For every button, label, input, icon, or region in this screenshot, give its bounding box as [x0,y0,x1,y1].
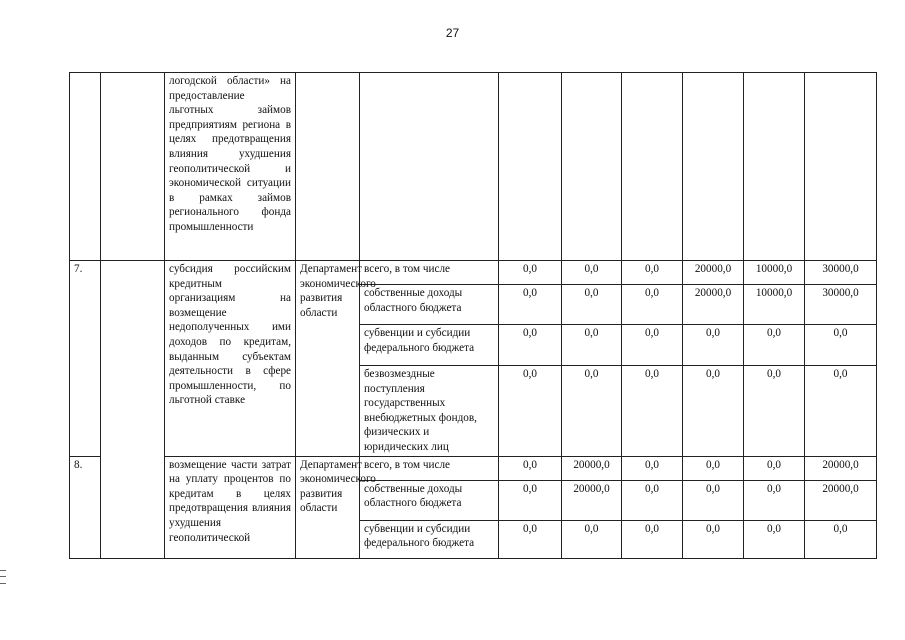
value-cell: 30000,0 [805,261,877,285]
value-cell: 0,0 [562,366,622,457]
item-number: 7. [70,261,101,457]
table-row [70,261,877,285]
value-cell: 0,0 [562,285,622,325]
value-cell: 0,0 [622,366,683,457]
value-cell: 0,0 [683,325,744,366]
value-cell: 20000,0 [562,480,622,520]
value-cell [805,73,877,261]
value-cell: 0,0 [744,520,805,558]
measure-description: субсидия российским кредитным организациям на возмещение недополученных ими доходов по кредитам, выданным субъектам деятельности в сфере промышленности, по льготной ставке [165,261,296,457]
value-cell [744,73,805,261]
page-number: 27 [445,26,460,40]
scan-edge-mark [0,570,6,584]
value-cell: 0,0 [622,480,683,520]
value-cell: 0,0 [499,520,562,558]
funding-source: субвенции и субсидии федерального бюджета [360,520,499,558]
value-cell: 0,0 [744,325,805,366]
executor: Департамент экономического развития области [296,456,360,558]
value-cell [562,73,622,261]
row-number-cell [70,73,101,261]
funding-source: всего, в том числе [360,261,499,285]
value-cell: 20000,0 [805,456,877,480]
value-cell: 0,0 [805,520,877,558]
value-cell: 0,0 [744,366,805,457]
program-budget-table [69,72,877,559]
funding-source: всего, в том числе [360,456,499,480]
value-cell: 10000,0 [744,285,805,325]
value-cell: 30000,0 [805,285,877,325]
value-cell: 20000,0 [683,261,744,285]
value-cell: 0,0 [805,366,877,457]
value-cell: 10000,0 [744,261,805,285]
value-cell: 0,0 [622,456,683,480]
value-cell: 0,0 [744,456,805,480]
value-cell: 0,0 [499,261,562,285]
value-cell: 0,0 [562,520,622,558]
funding-source: субвенции и субсидии федерального бюджета [360,325,499,366]
value-cell: 0,0 [683,520,744,558]
value-cell: 20000,0 [562,456,622,480]
value-cell: 0,0 [499,325,562,366]
value-cell: 0,0 [622,261,683,285]
value-cell [622,73,683,261]
funding-source: безвозмездные поступления государственных внебюджетных фондов, физических и юридических лиц [360,366,499,457]
value-cell: 0,0 [744,480,805,520]
empty-cell [101,73,165,261]
executor: Департамент экономического развития области [296,261,360,457]
source-cell [360,73,499,261]
value-cell: 0,0 [499,456,562,480]
value-cell: 0,0 [562,325,622,366]
value-cell: 0,0 [683,366,744,457]
value-cell: 0,0 [622,325,683,366]
value-cell: 0,0 [622,285,683,325]
funding-source: собственные доходы областного бюджета [360,480,499,520]
value-cell [499,73,562,261]
value-cell: 0,0 [683,456,744,480]
item-number: 8. [70,456,101,558]
value-cell: 0,0 [683,480,744,520]
value-cell: 0,0 [499,480,562,520]
value-cell: 20000,0 [805,480,877,520]
table-row [70,73,877,261]
empty-merged-cell [101,261,165,559]
value-cell: 0,0 [562,261,622,285]
value-cell [683,73,744,261]
measure-description: логодской области» на предоставление льготных займов предприятиям региона в целях предотвращения влияния ухудшения геополитической и экономической ситуации в рамках займов регионального фонда промышленности [165,73,296,261]
value-cell: 20000,0 [683,285,744,325]
funding-source: собственные доходы областного бюджета [360,285,499,325]
value-cell: 0,0 [499,366,562,457]
table-row [70,456,877,480]
measure-description: возмещение части затрат на уплату процентов по кредитам в целях предотвращения влияния ухудшения геополитической [165,456,296,558]
value-cell: 0,0 [499,285,562,325]
executor-cell [296,73,360,261]
value-cell: 0,0 [805,325,877,366]
value-cell: 0,0 [622,520,683,558]
